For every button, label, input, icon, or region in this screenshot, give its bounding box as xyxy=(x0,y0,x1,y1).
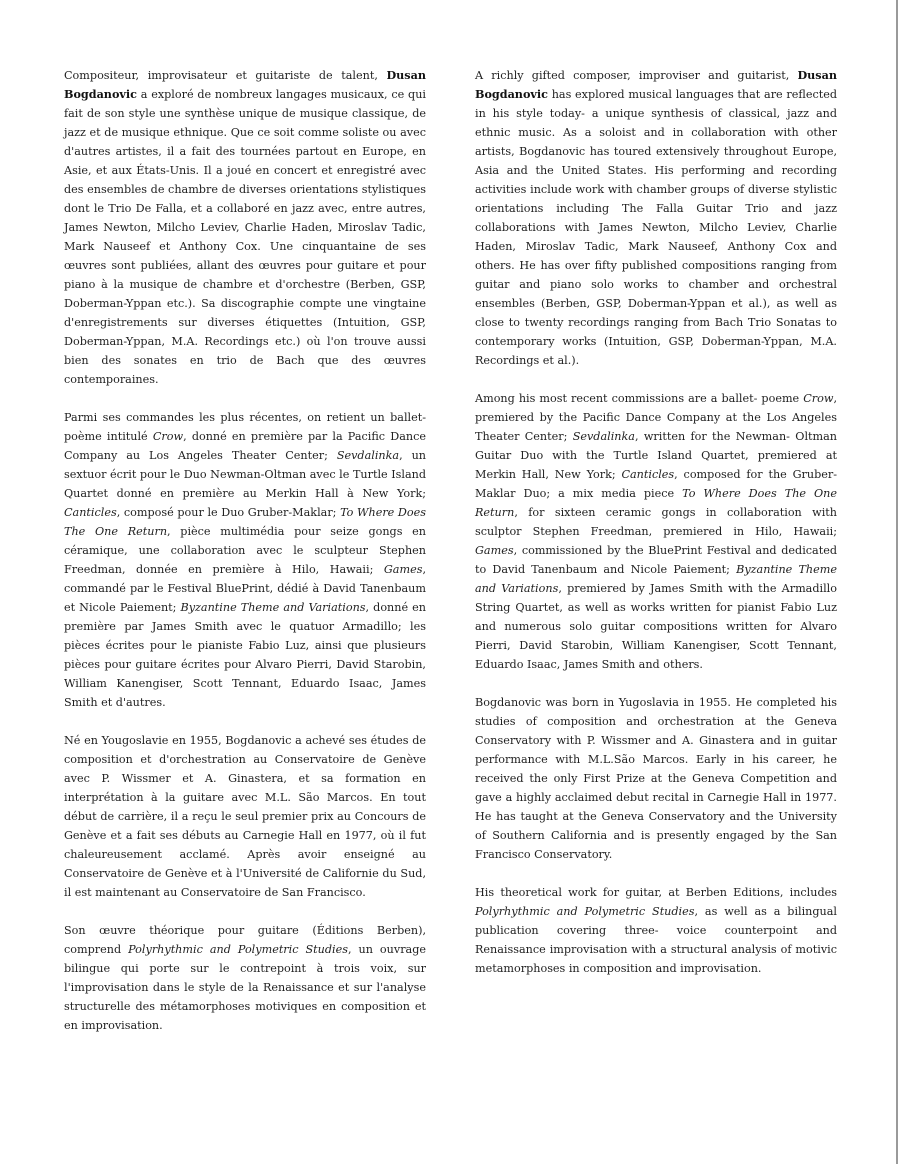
english-paragraph-theory xyxy=(475,883,837,978)
french-commissions-text: , donné en première par James Smith avec le quatuor Armadillo; les pièces écrites pour le pianiste Fabio Luz, ainsi que plusieurs pièces pour guitare écrites pour Alvaro Pierri, David Starobin, William Kanengiser, Scott Tennant, Eduardo Isaac, James Smith et d'autres. xyxy=(64,601,426,709)
french-work-title: Sevdalinka xyxy=(336,449,400,462)
english-commissions-text: , composed for the Gruber-Maklar Duo; a mix media piece xyxy=(475,468,837,500)
french-theory-text: , un ouvrage bilingue qui porte sur le contrepoint à trois voix, sur l'improvisation dans le style de la Renaissance et sur l'analyse structurelle des métamorphoses motiviques en composition et en improvisation. xyxy=(64,943,426,1032)
english-commissions-text: , premiered by the Pacific Dance Company at the Los Angeles Theater Center; xyxy=(475,392,837,443)
english-work-title: Polyrhythmic and Polymetric Studies xyxy=(475,905,695,918)
french-work-title: Polyrhythmic and Polymetric Studies xyxy=(128,943,348,956)
english-paragraph-commissions xyxy=(475,389,837,674)
french-commissions-text: , pièce multimédia pour seize gongs en céramique, une collaboration avec le sculpteur Stephen Freedman, donnée en première à Hilo, Hawaii; xyxy=(64,525,426,576)
french-theory-text: Son œuvre théorique pour guitare (Éditions Berben), comprend xyxy=(64,924,426,956)
english-commissions-text: , written for the Newman- Oltman Guitar Duo with the Turtle Island Quartet, premiered at Merkin Hall, New York; xyxy=(475,430,837,481)
french-commissions-text: , un sextuor écrit pour le Duo Newman-Oltman avec le Turtle Island Quartet donné en première au Merkin Hall à New York; xyxy=(64,449,426,500)
french-paragraph-theory xyxy=(64,921,426,1035)
english-work-title: To Where Does The One Return xyxy=(475,487,837,519)
english-biography-text: has explored musical languages that are reflected in his style today- a unique synthesis of classical, jazz and ethnic music. As a soloist and in collaboration with other artists, Bogdanovic has toured extensively throughout Europe, Asia and the United States. His performing and recording activities include work with chamber groups of diverse stylistic orientations including The Falla Guitar Trio and jazz collaborations with James Newton, Milcho Leviev, Charlie Haden, Miroslav Tadic, Mark Nauseef, Anthony Cox and others. He has over fifty published compositions ranging from guitar and piano solo works to chamber and orchestral ensembles (Berben, GSP, Doberman-Yppan et al.), as well as close to twenty recordings ranging from Bach Trio Sonatas to contemporary works (Intuition, GSP, Doberman-Yppan, M.A. Recordings et al.). xyxy=(475,88,837,367)
english-work-title: Crow xyxy=(803,392,834,405)
french-biography-text: a exploré de nombreux langages musicaux, ce qui fait de son style une synthèse unique de musique classique, de jazz et de musique ethnique. Que ce soit comme soliste ou avec d'autres artistes, il a fait des tournées partout en Europe, en Asie, et aux États-Unis. Il a joué en concert et enregistré avec des ensembles de chambre de diverses orientations stylistiques dont le Trio De Falla, et a collaboré en jazz avec, entre autres, James Newton, Milcho Leviev, Charlie Haden, Miroslav Tadic, Mark Nauseef et Anthony Cox. Une cinquantaine de ses œuvres sont publiées, allant des œuvres pour guitare et pour piano à la musique de chambre et d'orchestre (Berben, GSP, Doberman-Yppan etc.). Sa discographie compte une vingtaine d'enregistrements sur diverses étiquettes (Intuition, GSP, Doberman-Yppan, M.A. Recordings etc.) où l'on trouve aussi bien des sonates en trio de Bach que des œuvres contemporaines. xyxy=(64,88,426,386)
english-work-title: Sevdalinka xyxy=(572,430,635,443)
english-work-title: Games xyxy=(475,544,514,557)
french-work-title: To Where Does The One Return xyxy=(64,506,426,538)
english-composer-name: Dusan Bogdanovic xyxy=(475,68,837,101)
french-work-title: Games xyxy=(383,563,423,576)
french-commissions-text: , commandé par le Festival BluePrint, dédié à David Tanenbaum et Nicole Paiement; xyxy=(64,563,426,614)
english-column xyxy=(475,66,837,997)
french-work-title: Byzantine Theme and Variations xyxy=(180,601,366,614)
english-commissions-text: , commissioned by the BluePrint Festival and dedicated to David Tanenbaum and Nicole Paiement; xyxy=(475,544,837,576)
english-commissions-text: , premiered by James Smith with the Armadillo String Quartet, as well as works written for pianist Fabio Luz and numerous solo guitar compositions written for Alvaro Pierri, David Starobin, William Kanengiser, Scott Tennant, Eduardo Isaac, James Smith and others. xyxy=(475,582,837,671)
english-paragraph-biography xyxy=(475,66,837,370)
english-commissions-text: , for sixteen ceramic gongs in collaboration with sculptor Stephen Freedman, premiered in Hilo, Hawaii; xyxy=(475,506,837,538)
french-work-title: Crow xyxy=(152,430,184,443)
english-work-title: Byzantine Theme and Variations xyxy=(475,563,837,595)
french-paragraph-biography xyxy=(64,66,426,389)
english-paragraph-education: Bogdanovic was born in Yugoslavia in 1955. He completed his studies of composition and orchestration at the Geneva Conservatory with P. Wissmer and A. Ginastera and in guitar performance with M.L.São Marcos. Early in his career, he received the only First Prize at the Geneva Competition and gave a highly acclaimed debut recital in Carnegie Hall in 1977. He has taught at the Geneva Conservatory and the University of Southern California and is presently engaged by the San Francisco Conservatory. xyxy=(475,696,837,861)
english-commissions-text: Among his most recent commissions are a ballet- poeme xyxy=(475,392,804,405)
french-column xyxy=(64,66,426,1054)
french-composer-name: Dusan Bogdanovic xyxy=(64,68,426,101)
english-work-title: Canticles xyxy=(621,468,675,481)
french-commissions-text: , composé pour le Duo Gruber-Maklar; xyxy=(116,506,341,519)
english-theory-text: , as well as a bilingual publication covering three- voice counterpoint and Renaissance improvisation with a structural analysis of motivic metamorphoses in composition and improvisation. xyxy=(475,905,837,975)
french-paragraph-education: Né en Yougoslavie en 1955, Bogdanovic a achevé ses études de composition et d'orchestration au Conservatoire de Genève avec P. Wissmer et A. Ginastera, et sa formation en interprétation à la guitare avec M.L. São Marcos. En tout début de carrière, il a reçu le seul premier prix au Concours de Genève et a fait ses débuts au Carnegie Hall en 1977, où il fut chaleureusement acclamé. Après avoir enseigné au Conservatoire de Genève et à l'Université de Californie du Sud, il est maintenant au Conservatoire de San Francisco. xyxy=(64,734,426,899)
french-work-title: Canticles xyxy=(64,506,117,519)
french-commissions-text: Parmi ses commandes les plus récentes, on retient un ballet-poème intitulé xyxy=(64,411,426,443)
english-intro-text: A richly gifted composer, improviser and guitarist, xyxy=(475,69,798,82)
english-theory-text: His theoretical work for guitar, at Berben Editions, includes xyxy=(475,886,837,899)
french-paragraph-commissions xyxy=(64,408,426,712)
french-commissions-text: , donné en première par la Pacific Dance Company au Los Angeles Theater Center; xyxy=(64,430,426,462)
french-intro-text: Compositeur, improvisateur et guitariste de talent, xyxy=(64,69,387,82)
